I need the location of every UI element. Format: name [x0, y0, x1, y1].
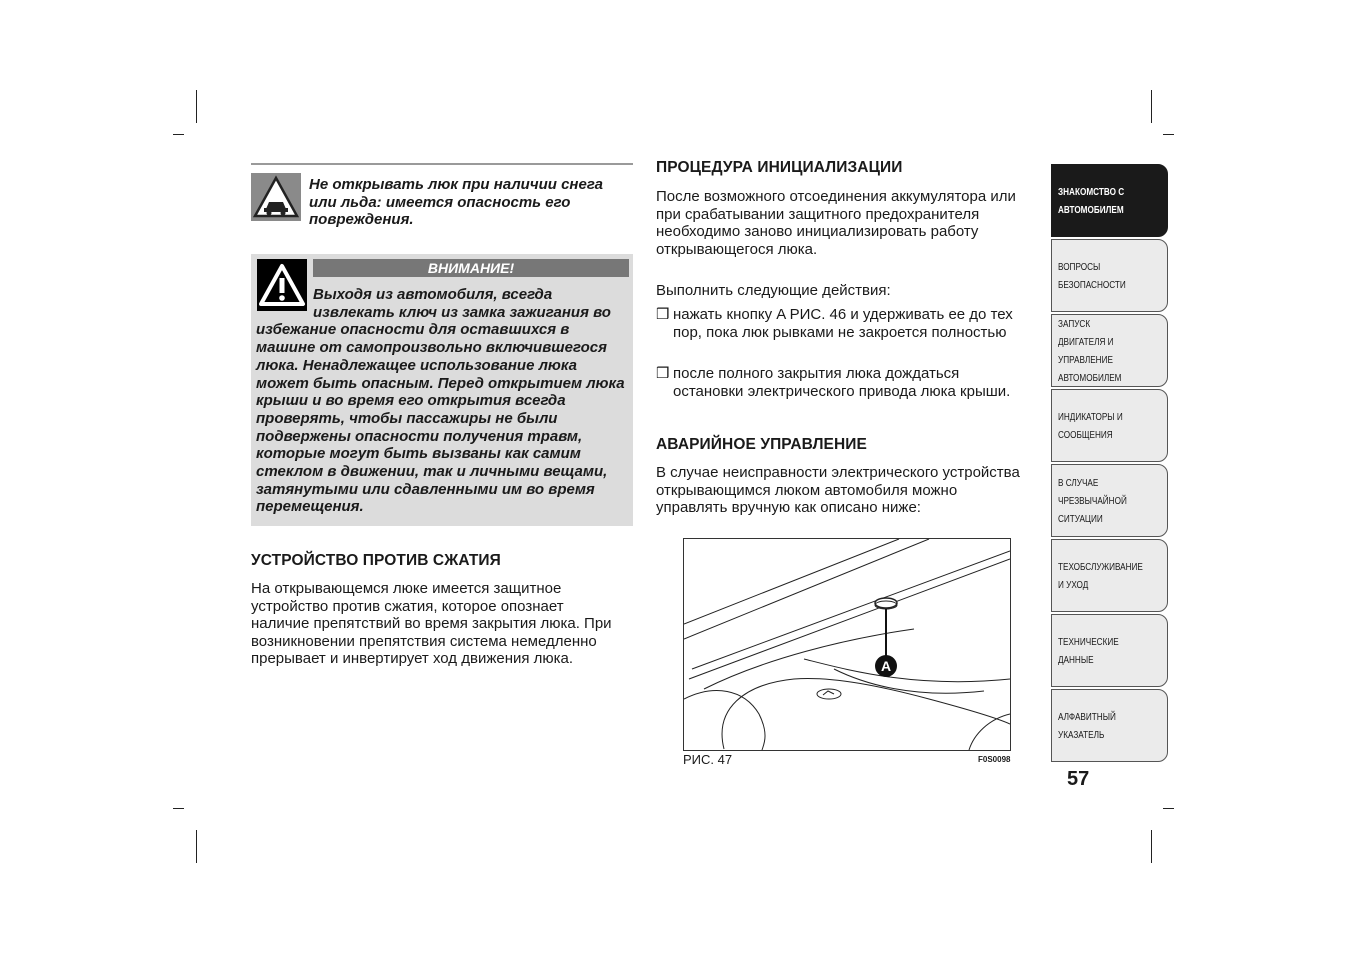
- callout-a: A: [875, 655, 897, 677]
- crop-mark: [173, 134, 184, 135]
- tab-label: ТЕХНИЧЕСКИЕ ДАННЫЕ: [1058, 635, 1119, 666]
- init-procedure-text: После возможного отсоединения аккумулятора или при срабатывании защитного предохранителя необходимо заново инициализировать работу открывающегося люка.: [656, 188, 1016, 258]
- tab-indicators-messages[interactable]: [1051, 389, 1168, 462]
- note-box: [251, 163, 633, 228]
- list-item: [656, 365, 1026, 400]
- figure-code: F0S0098: [978, 755, 1011, 764]
- list-item: [656, 306, 1026, 341]
- warning-box: [251, 254, 633, 526]
- crop-mark: [1151, 830, 1152, 863]
- figure-sunroof-illustration: [683, 538, 1011, 751]
- emergency-text: В случае неисправности электрического устройства открывающимся люком автомобиля можно управлять вручную как описано ниже:: [656, 464, 1020, 516]
- tab-label: ТЕХОБСЛУЖИВАНИЕ И УХОД: [1058, 560, 1143, 591]
- init-steps-intro: Выполнить следующие действия:: [656, 282, 891, 299]
- tab-maintenance[interactable]: [1051, 539, 1168, 612]
- tab-safety[interactable]: [1051, 239, 1168, 312]
- checkbox-bullet-icon: ❒: [656, 306, 670, 323]
- tab-label: ИНДИКАТОРЫ И СООБЩЕНИЯ: [1058, 410, 1123, 441]
- tab-label: ЗАПУСК ДВИГАТЕЛЯ И УПРАВЛЕНИЕ АВТОМОБИЛЕМ: [1058, 317, 1122, 384]
- anti-pinch-text: На открывающемся люке имеется защитное устройство против сжатия, которое опознает наличие препятствий во время закрытия люка. При возникновении препятствия система немедленно прерывает и инвертирует ход движения люка.: [251, 580, 612, 667]
- tab-technical-data[interactable]: [1051, 614, 1168, 687]
- crop-mark: [196, 830, 197, 863]
- tab-index[interactable]: [1051, 689, 1168, 762]
- tab-vehicle-introduction[interactable]: [1051, 164, 1168, 237]
- checkbox-bullet-icon: ❒: [656, 365, 670, 382]
- tab-label: ЗНАКОМСТВО С АВТОМОБИЛЕМ: [1058, 185, 1125, 216]
- note-text: Не открывать люк при наличии снега или льда: имеется опасность его повреждения.: [309, 176, 603, 228]
- tab-starting-driving[interactable]: [1051, 314, 1168, 387]
- page-number: 57: [1067, 768, 1090, 790]
- figure-caption: РИС. 47: [683, 752, 733, 767]
- tab-label: АЛФАВИТНЫЙ УКАЗАТЕЛЬ: [1058, 710, 1116, 741]
- crop-mark: [196, 90, 197, 123]
- emergency-title: АВАРИЙНОЕ УПРАВЛЕНИЕ: [656, 436, 867, 453]
- crop-mark: [173, 808, 184, 809]
- car-warning-icon: [251, 173, 301, 221]
- init-procedure-title: ПРОЦЕДУРА ИНИЦИАЛИЗАЦИИ: [656, 159, 903, 176]
- anti-pinch-title: УСТРОЙСТВО ПРОТИВ СЖАТИЯ: [251, 552, 501, 569]
- tab-label: ВОПРОСЫ БЕЗОПАСНОСТИ: [1058, 260, 1126, 291]
- list-item-text: после полного закрытия люка дождаться остановки электрического привода люка крыши.: [673, 365, 1011, 400]
- tab-emergency[interactable]: [1051, 464, 1168, 537]
- crop-mark: [1163, 134, 1174, 135]
- crop-mark: [1151, 90, 1152, 123]
- warning-text: Выходя из автомобиля, всегда извлекать ключ из замка зажигания во избежание опасности для оставшихся в машине от самопроизвольно включившегося люка. Ненадлежащее использование люка может быть опасным. Перед открытием люка крыши и во время его открытия всегда проверять, чтобы пассажиры не были подвержены опасности получения травм, которые могут быть вызваны как самим стеклом в движении, так и личными вещами, затянутыми или сдавленными им во время перемещения.: [256, 286, 625, 516]
- warning-header: ВНИМАНИЕ!: [313, 259, 629, 277]
- warning-text-container: [256, 286, 628, 516]
- crop-mark: [1163, 808, 1174, 809]
- tab-label: В СЛУЧАЕ ЧРЕЗВЫЧАЙНОЙ СИТУАЦИИ: [1058, 476, 1127, 525]
- list-item-text: нажать кнопку A РИС. 46 и удерживать ее до тех пор, пока люк рывками не закроется полностью: [673, 306, 1013, 341]
